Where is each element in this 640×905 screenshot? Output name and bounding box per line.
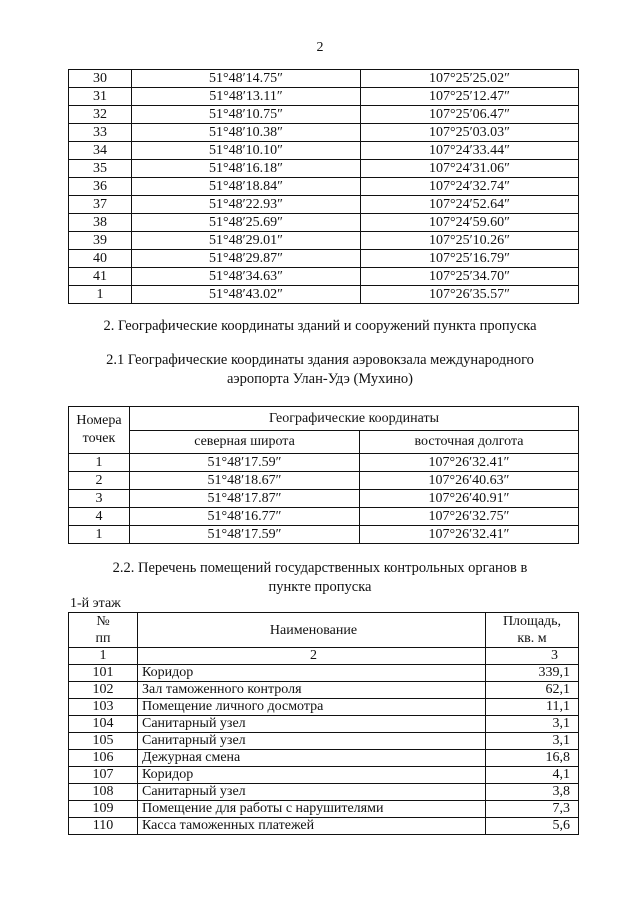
table-row [69,454,579,472]
room-area: 3,1 [486,733,579,750]
room-number: 102 [69,682,138,699]
page-number: 2 [316,40,324,55]
room-area: 5,6 [486,818,579,835]
point-number: 4 [69,508,130,526]
section-2-2-heading-line1: 2.2. Перечень помещений государственных контрольных органов в [112,560,528,576]
room-number: 106 [69,750,138,767]
east-longitude: 107°26′40.63″ [360,472,579,490]
east-longitude: 107°26′32.41″ [360,454,579,472]
header-point-numbers [69,407,130,454]
point-number: 38 [69,214,132,232]
table-row [69,767,579,784]
room-name: Санитарный узел [138,716,486,733]
east-longitude: 107°25′10.26″ [361,232,579,250]
table-row [69,733,579,750]
header-name: Наименование [138,613,486,648]
column-index-2: 2 [138,648,486,665]
coordinates-table-terminal [68,406,579,544]
room-area: 3,8 [486,784,579,801]
room-area: 7,3 [486,801,579,818]
point-number: 1 [69,454,130,472]
table-row [69,214,579,232]
east-longitude: 107°26′32.75″ [360,508,579,526]
point-number: 33 [69,124,132,142]
table-row [69,818,579,835]
room-name: Зал таможенного контроля [138,682,486,699]
point-number: 1 [69,286,132,304]
north-latitude: 51°48′13.11″ [132,88,361,106]
east-longitude: 107°25′03.03″ [361,124,579,142]
north-latitude: 51°48′17.87″ [130,490,360,508]
table-row [69,699,579,716]
east-longitude: 107°26′40.91″ [360,490,579,508]
east-longitude: 107°24′31.06″ [361,160,579,178]
room-area: 3,1 [486,716,579,733]
section-2-heading: 2. Географические координаты зданий и сооружений пункта пропуска [103,318,537,334]
east-longitude: 107°25′06.47″ [361,106,579,124]
east-longitude: 107°24′32.74″ [361,178,579,196]
north-latitude: 51°48′10.38″ [132,124,361,142]
north-latitude: 51°48′34.63″ [132,268,361,286]
east-longitude: 107°25′16.79″ [361,250,579,268]
room-area: 62,1 [486,682,579,699]
table-row [69,286,579,304]
table-row [69,178,579,196]
east-longitude: 107°25′12.47″ [361,88,579,106]
table-row [69,250,579,268]
north-latitude: 51°48′16.77″ [130,508,360,526]
table-row [69,160,579,178]
header-area-line2: кв. м [517,631,547,646]
table-row [69,124,579,142]
table-row [69,716,579,733]
table-row [69,750,579,767]
table-row [69,665,579,682]
room-name: Дежурная смена [138,750,486,767]
east-longitude: 107°24′52.64″ [361,196,579,214]
point-number: 31 [69,88,132,106]
point-number: 3 [69,490,130,508]
east-longitude: 107°25′25.02″ [361,70,579,88]
point-number: 36 [69,178,132,196]
north-latitude: 51°48′29.01″ [132,232,361,250]
north-latitude: 51°48′22.93″ [132,196,361,214]
room-name: Коридор [138,767,486,784]
column-index-3: 3 [486,648,579,665]
room-area: 11,1 [486,699,579,716]
room-number: 110 [69,818,138,835]
section-2-1-heading [0,351,640,389]
room-name: Санитарный узел [138,733,486,750]
room-number: 108 [69,784,138,801]
column-index-1: 1 [69,648,138,665]
north-latitude: 51°48′18.84″ [132,178,361,196]
table-row [69,268,579,286]
header-geo-coordinates: Географические координаты [130,407,579,431]
north-latitude: 51°48′17.59″ [130,454,360,472]
room-number: 105 [69,733,138,750]
east-longitude: 107°24′33.44″ [361,142,579,160]
room-name: Помещение личного досмотра [138,699,486,716]
east-longitude: 107°26′35.57″ [361,286,579,304]
header-row-number-line2: пп [95,631,111,646]
premises-table [68,612,579,835]
room-area: 4,1 [486,767,579,784]
room-area: 339,1 [486,665,579,682]
point-number: 35 [69,160,132,178]
north-latitude: 51°48′18.67″ [130,472,360,490]
north-latitude: 51°48′25.69″ [132,214,361,232]
point-number: 37 [69,196,132,214]
table-row [69,490,579,508]
table-row [69,232,579,250]
room-number: 109 [69,801,138,818]
section-2-2-heading-line2: пункте пропуска [268,579,372,595]
section-2-1-heading-line1: 2.1 Географические координаты здания аэровокзала международного [106,352,534,368]
section-2-1-heading-line2: аэропорта Улан-Удэ (Мухино) [227,371,413,387]
table-row [69,801,579,818]
table-row [69,784,579,801]
table-row [69,526,579,544]
header-point-numbers-line2: точек [82,431,116,446]
point-number: 40 [69,250,132,268]
header-area [486,613,579,648]
point-number: 39 [69,232,132,250]
room-number: 104 [69,716,138,733]
north-latitude: 51°48′16.18″ [132,160,361,178]
room-number: 107 [69,767,138,784]
point-number: 34 [69,142,132,160]
east-longitude: 107°24′59.60″ [361,214,579,232]
room-name: Касса таможенных платежей [138,818,486,835]
header-point-numbers-line1: Номера [76,413,122,428]
table-row [69,196,579,214]
section-2-2-heading [0,559,640,597]
header-row-number-line1: № [96,614,110,629]
north-latitude: 51°48′14.75″ [132,70,361,88]
point-number: 32 [69,106,132,124]
point-number: 41 [69,268,132,286]
room-name: Помещение для работы с нарушителями [138,801,486,818]
north-latitude: 51°48′10.10″ [132,142,361,160]
table-row [69,472,579,490]
header-north-latitude: северная широта [130,431,360,454]
room-number: 103 [69,699,138,716]
north-latitude: 51°48′17.59″ [130,526,360,544]
north-latitude: 51°48′29.87″ [132,250,361,268]
header-east-longitude: восточная долгота [360,431,579,454]
header-area-line1: Площадь, [502,614,562,629]
point-number: 1 [69,526,130,544]
room-name: Коридор [138,665,486,682]
room-number: 101 [69,665,138,682]
north-latitude: 51°48′43.02″ [132,286,361,304]
table-row [69,682,579,699]
table-row [69,508,579,526]
coordinates-table-perimeter [68,69,579,304]
table-row [69,88,579,106]
point-number: 2 [69,472,130,490]
east-longitude: 107°25′34.70″ [361,268,579,286]
floor-label: 1-й этаж [70,596,121,611]
table-row [69,142,579,160]
header-row-number [69,613,138,648]
north-latitude: 51°48′10.75″ [132,106,361,124]
room-name: Санитарный узел [138,784,486,801]
room-area: 16,8 [486,750,579,767]
east-longitude: 107°26′32.41″ [360,526,579,544]
table-row [69,106,579,124]
point-number: 30 [69,70,132,88]
table-row [69,70,579,88]
